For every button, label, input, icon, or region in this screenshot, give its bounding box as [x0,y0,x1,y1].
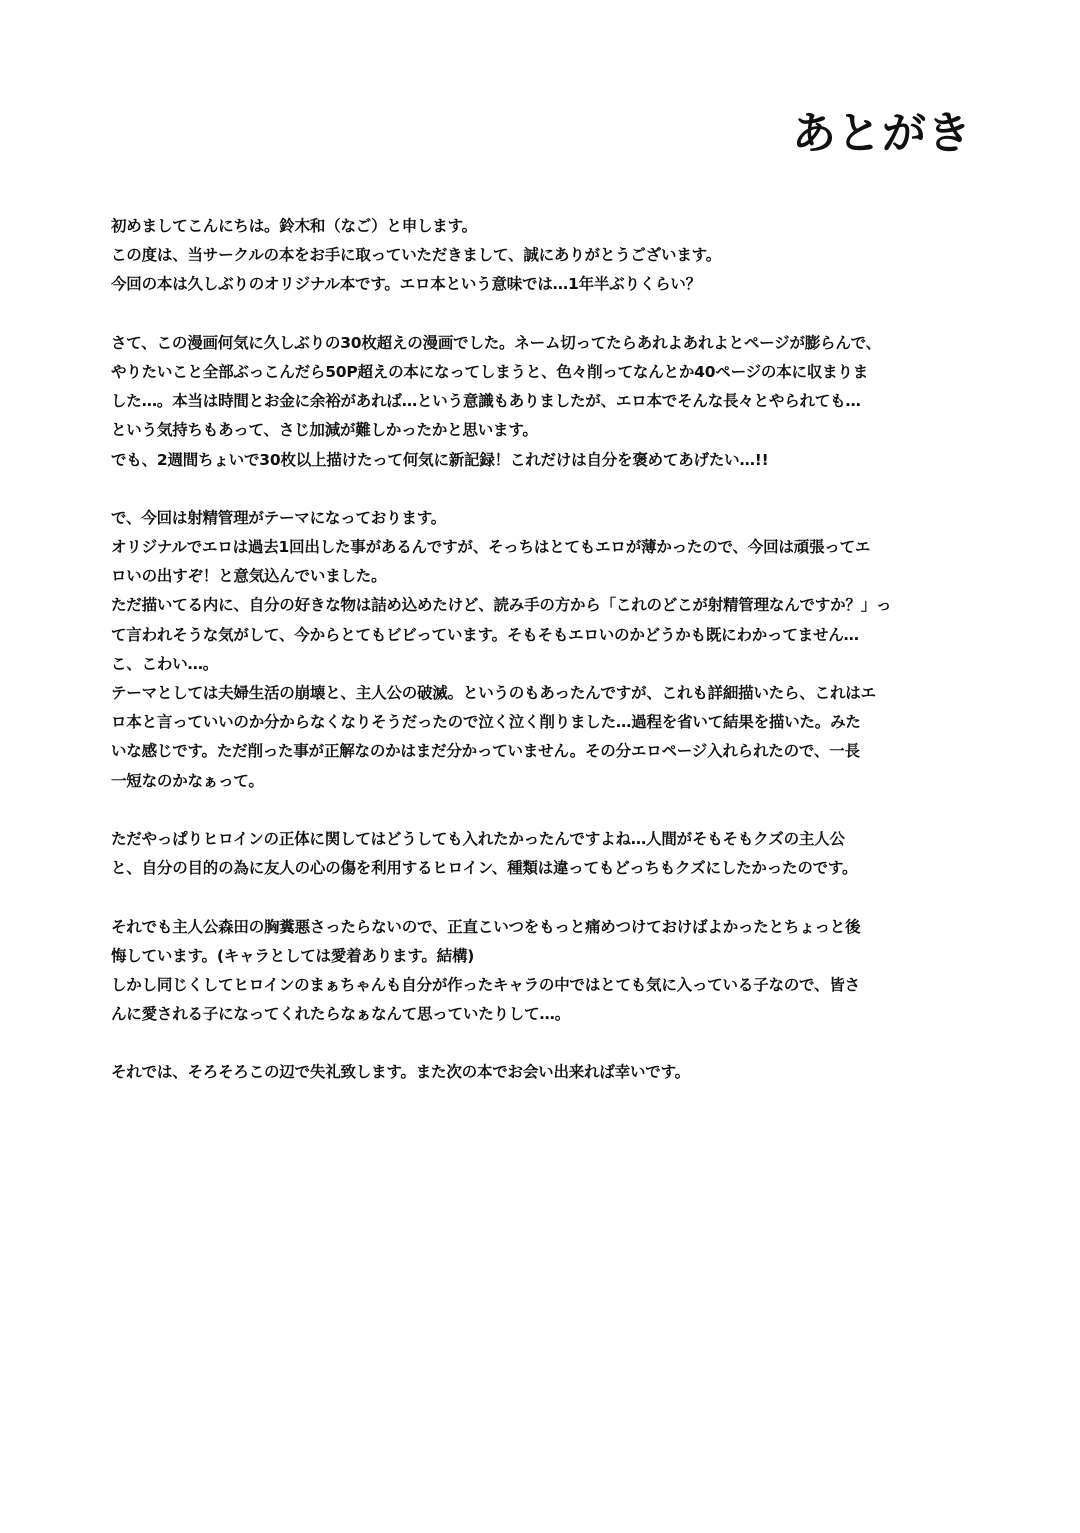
paragraph-gap [111,883,971,912]
paragraph-1 [111,212,971,300]
text-line: 一短なのかなぁって。 [111,771,264,790]
text-line: さて、この漫画何気に久しぶりの30枚超えの漫画でした。ネーム切ってたらあれよあれよとページが膨らんで、 [111,333,881,352]
text-line: で、今回は射精管理がテーマになっております。 [111,508,447,527]
paragraph-2 [111,329,971,475]
text-line: でも、2週間ちょいで30枚以上描けたって何気に新記録！これだけは自分を褒めてあげたい…!! [111,450,769,469]
page-title: あとがき [792,108,972,159]
text-line: しかし同じくしてヒロインのまぁちゃんも自分が作ったキャラの中ではとても気に入っている子なので、皆さ [111,975,860,994]
text-line: 今回の本は久しぶりのオリジナル本です。エロ本という意味では…1年半ぶりくらい？ [111,275,701,294]
text-line: こ、こわい…。 [111,654,219,673]
paragraph-3 [111,504,971,796]
paragraph-gap [111,1029,971,1058]
paragraph-4 [111,825,971,883]
text-line: いな感じです。ただ削った事が正解なのかはまだ分かっていません。その分エロページ入れられたので、一長 [111,742,860,761]
text-line: テーマとしては夫婦生活の崩壊と、主人公の破滅。というのもあったんですが、これも詳細描いたら、これはエ [111,684,876,702]
text-line: 初めましてこんにちは。鈴木和（なご）と申します。 [111,217,477,235]
text-line: ただやっぱりヒロインの正体に関してはどうしても入れたかったんですよね…人間がそもそもクズの主人公 [111,829,845,848]
paragraph-5 [111,913,971,1030]
text-line: と、自分の目的の為に友人の心の傷を利用するヒロイン、種類は違ってもどっちもクズにしたかったのです。 [111,859,858,878]
text-line: それでは、そろそろこの辺で失礼致します。また次の本でお会い出来れば幸いです。 [111,1063,690,1082]
paragraph-gap [111,796,971,825]
text-line: という気持ちもあって、さじ加減が難しかったかと思います。 [111,421,538,440]
text-line: した…。本当は時間とお金に余裕があれば…という意識もありましたが、エロ本でそんな長々とやられても… [111,392,861,411]
text-line: それでも主人公森田の胸糞悪さったらないので、正直こいつをもっと痛めつけておけばよかったとちょっと後 [111,917,861,936]
text-line: 悔しています。(キャラとしては愛着あります。結構) [111,946,475,965]
afterword-body [111,212,971,1088]
text-line: ただ描いてる内に、自分の好きな物は詰め込めたけど、読み手の方から「これのどこが射精管理なんですか？」っ [111,596,892,615]
paragraph-gap [111,300,971,329]
text-line: この度は、当サークルの本をお手に取っていただきまして、誠にありがとうございます。 [111,246,721,265]
paragraph-6 [111,1058,971,1087]
text-line: オリジナルでエロは過去1回出した事があるんですが、そっちはとてもエロが薄かったので、今回は頑張ってエ [111,538,871,557]
text-line: やりたいこと全部ぶっこんだら50P超えの本になってしまうと、色々削ってなんとか40ページの本に収まりま [111,362,868,381]
text-line: て言われそうな気がして、今からとてもビビっています。そもそもエロいのかどうかも既にわかってません… [111,625,859,644]
text-line: んに愛される子になってくれたらなぁなんて思っていたりして…。 [111,1005,571,1024]
text-line: ロ本と言っていいのか分からなくなりそうだったので泣く泣く削りました…過程を省いて結果を描いた。みた [111,713,861,732]
text-line: ロいの出すぞ！と意気込んでいました。 [111,567,387,586]
paragraph-gap [111,475,971,504]
